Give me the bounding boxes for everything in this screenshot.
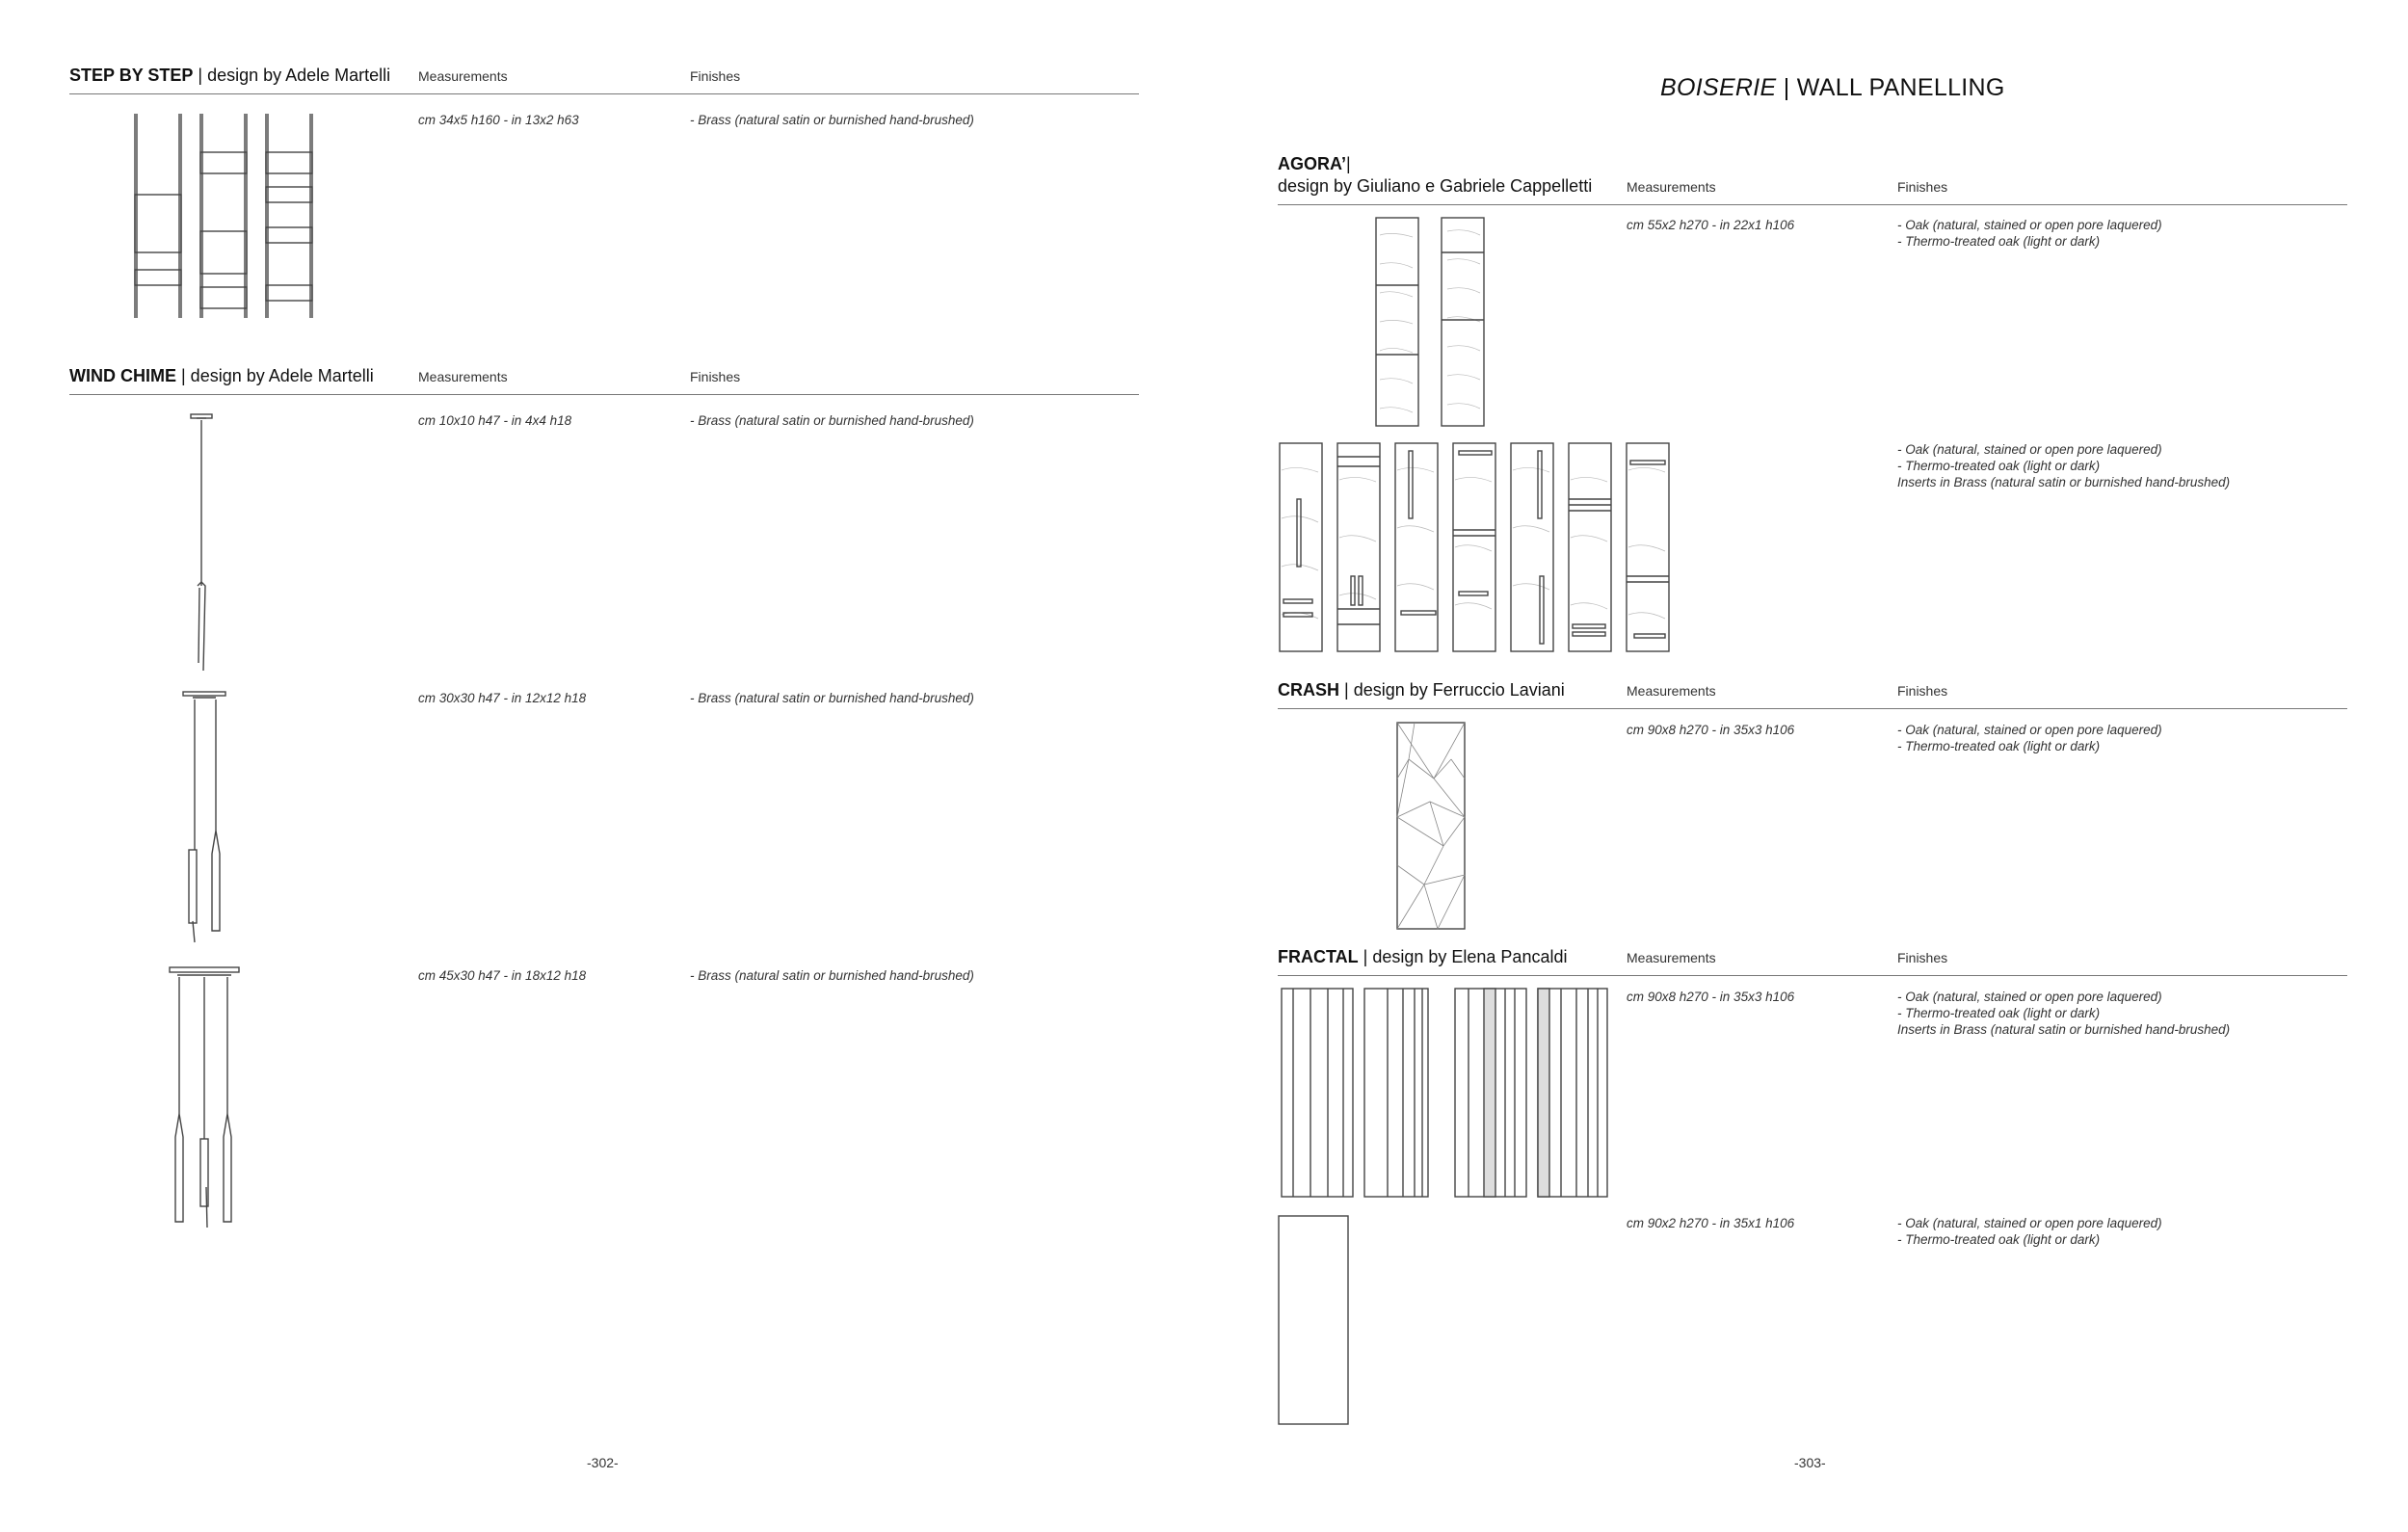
measurements-header: Measurements bbox=[1627, 179, 1716, 195]
step-by-step-drawing bbox=[133, 112, 326, 322]
finishes-list: - Oak (natural, stained or open pore laquered) - Thermo-treated oak (light or dark) bbox=[1897, 723, 2162, 753]
finishes-list: - Brass (natural satin or burnished hand-brushed) bbox=[690, 968, 974, 983]
finishes-list: - Oak (natural, stained or open pore laquered) - Thermo-treated oak (light or dark) bbox=[1897, 218, 2162, 249]
section-divider bbox=[1278, 975, 2347, 976]
wind-chime-double-drawing bbox=[179, 690, 237, 946]
finishes-header: Finishes bbox=[690, 68, 741, 84]
agora-designer: design by Giuliano e Gabriele Cappelletti bbox=[1278, 176, 1593, 196]
finishes-list: - Brass (natural satin or burnished hand-brushed) bbox=[690, 691, 974, 705]
measurement-value: cm 90x2 h270 - in 35x1 h106 bbox=[1627, 1216, 1795, 1230]
measurement-value: cm 55x2 h270 - in 22x1 h106 bbox=[1627, 218, 1795, 232]
finishes-header: Finishes bbox=[1897, 683, 1948, 699]
finishes-list: - Brass (natural satin or burnished hand-brushed) bbox=[690, 113, 974, 127]
measurements-header: Measurements bbox=[418, 369, 508, 384]
wind-chime-single-drawing bbox=[183, 412, 222, 674]
finishes-list: - Oak (natural, stained or open pore laquered) - Thermo-treated oak (light or dark) bbox=[1897, 1216, 2162, 1247]
finishes-list: - Brass (natural satin or burnished hand-brushed) bbox=[690, 413, 974, 428]
step-by-step-title: STEP BY STEP | design by Adele Martelli bbox=[69, 66, 391, 85]
fractal-panels-drawing bbox=[1280, 987, 1611, 1199]
section-divider bbox=[69, 93, 1139, 94]
wind-chime-title: WIND CHIME | design by Adele Martelli bbox=[69, 366, 374, 385]
measurement-value: cm 10x10 h47 - in 4x4 h18 bbox=[418, 413, 572, 428]
measurement-value: cm 30x30 h47 - in 12x12 h18 bbox=[418, 691, 587, 705]
section-divider bbox=[69, 394, 1139, 395]
agora-title: AGORA’| bbox=[1278, 154, 1351, 173]
measurements-header: Measurements bbox=[1627, 950, 1716, 965]
page-number: -302- bbox=[587, 1455, 619, 1470]
section-divider bbox=[1278, 708, 2347, 709]
crash-panel-drawing bbox=[1395, 721, 1469, 933]
section-divider bbox=[1278, 204, 2347, 205]
measurement-value: cm 45x30 h47 - in 18x12 h18 bbox=[418, 968, 587, 983]
measurement-value: cm 90x8 h270 - in 35x3 h106 bbox=[1627, 990, 1795, 1004]
fractal-flat-panel-drawing bbox=[1277, 1214, 1350, 1426]
crash-title: CRASH | design by Ferruccio Laviani bbox=[1278, 680, 1565, 700]
measurements-header: Measurements bbox=[1627, 683, 1716, 699]
finishes-list: - Oak (natural, stained or open pore laquered) - Thermo-treated oak (light or dark) Inserts in Brass (natural satin or burnished hand-brushed) bbox=[1897, 442, 2231, 489]
agora-panels-drawing bbox=[1374, 216, 1490, 428]
finishes-header: Finishes bbox=[1897, 950, 1948, 965]
agora-variants-drawing bbox=[1278, 441, 1673, 653]
page-number: -303- bbox=[1794, 1455, 1826, 1470]
finishes-header: Finishes bbox=[690, 369, 741, 384]
finishes-header: Finishes bbox=[1897, 179, 1948, 195]
measurement-value: cm 34x5 h160 - in 13x2 h63 bbox=[418, 113, 579, 127]
measurement-value: cm 90x8 h270 - in 35x3 h106 bbox=[1627, 723, 1795, 737]
finishes-list: - Oak (natural, stained or open pore laquered) - Thermo-treated oak (light or dark) Inserts in Brass (natural satin or burnished hand-brushed) bbox=[1897, 990, 2231, 1037]
catalogue-heading: BOISERIE | WALL PANELLING bbox=[1660, 74, 2005, 101]
measurements-header: Measurements bbox=[418, 68, 508, 84]
wind-chime-triple-drawing bbox=[166, 965, 247, 1231]
fractal-title: FRACTAL | design by Elena Pancaldi bbox=[1278, 947, 1568, 966]
